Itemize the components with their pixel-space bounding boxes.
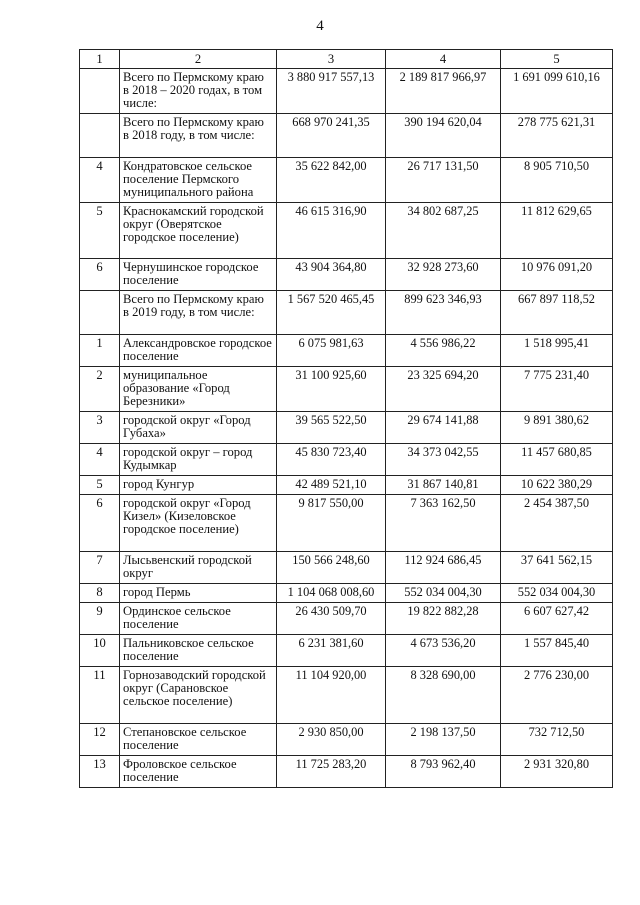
- total-amount-cell: 26 430 509,70: [277, 603, 386, 635]
- local-amount-cell: 732 712,50: [501, 724, 613, 756]
- municipality-name-cell: Горнозаводский городской округ (Сарановское сельское поселение): [120, 667, 277, 724]
- local-amount-cell: 1 518 995,41: [501, 335, 613, 367]
- table-row: [80, 367, 613, 412]
- table-row: [80, 756, 613, 788]
- total-amount-cell: 35 622 842,00: [277, 158, 386, 203]
- row-number-cell: 2: [80, 367, 120, 412]
- local-amount-cell: 2 776 230,00: [501, 667, 613, 724]
- total-amount-cell: 6 231 381,60: [277, 635, 386, 667]
- table-row: [80, 724, 613, 756]
- row-number-cell: [80, 291, 120, 335]
- table-row: [80, 495, 613, 552]
- row-number-cell: 9: [80, 603, 120, 635]
- table-row: [80, 158, 613, 203]
- row-number-cell: 6: [80, 259, 120, 291]
- header-cell-1: 1: [80, 50, 120, 69]
- municipality-name-cell: городской округ – город Кудымкар: [120, 444, 277, 476]
- row-number-cell: 5: [80, 476, 120, 495]
- header-cell-5: 5: [501, 50, 613, 69]
- table-row: [80, 114, 613, 158]
- table-row: [80, 444, 613, 476]
- municipality-name-cell: городской округ «Город Кизел» (Кизеловское городское поселение): [120, 495, 277, 552]
- header-cell-3: 3: [277, 50, 386, 69]
- row-number-cell: 3: [80, 412, 120, 444]
- local-amount-cell: 1 557 845,40: [501, 635, 613, 667]
- local-amount-cell: 11 812 629,65: [501, 203, 613, 259]
- local-amount-cell: 667 897 118,52: [501, 291, 613, 335]
- regional-amount-cell: 8 793 962,40: [386, 756, 501, 788]
- municipality-name-cell: Лысьвенский городской округ: [120, 552, 277, 584]
- table-row: [80, 69, 613, 114]
- local-amount-cell: 7 775 231,40: [501, 367, 613, 412]
- regional-amount-cell: 19 822 882,28: [386, 603, 501, 635]
- row-number-cell: 11: [80, 667, 120, 724]
- local-amount-cell: 11 457 680,85: [501, 444, 613, 476]
- total-amount-cell: 31 100 925,60: [277, 367, 386, 412]
- header-cell-2: 2: [120, 50, 277, 69]
- municipality-name-cell: городской округ «Город Губаха»: [120, 412, 277, 444]
- regional-amount-cell: 2 189 817 966,97: [386, 69, 501, 114]
- table-row: [80, 259, 613, 291]
- municipality-name-cell: Всего по Пермскому краю в 2018 – 2020 годах, в том числе:: [120, 69, 277, 114]
- funding-table: [79, 49, 613, 788]
- municipality-name-cell: Фроловское сельское поселение: [120, 756, 277, 788]
- municipality-name-cell: Краснокамский городской округ (Оверятское городское поселение): [120, 203, 277, 259]
- regional-amount-cell: 552 034 004,30: [386, 584, 501, 603]
- local-amount-cell: 2 454 387,50: [501, 495, 613, 552]
- municipality-name-cell: Кондратовское сельское поселение Пермского муниципального района: [120, 158, 277, 203]
- row-number-cell: 12: [80, 724, 120, 756]
- local-amount-cell: 6 607 627,42: [501, 603, 613, 635]
- regional-amount-cell: 32 928 273,60: [386, 259, 501, 291]
- regional-amount-cell: 23 325 694,20: [386, 367, 501, 412]
- total-amount-cell: 150 566 248,60: [277, 552, 386, 584]
- row-number-cell: [80, 69, 120, 114]
- row-number-cell: 7: [80, 552, 120, 584]
- table-row: [80, 203, 613, 259]
- row-number-cell: 5: [80, 203, 120, 259]
- total-amount-cell: 39 565 522,50: [277, 412, 386, 444]
- total-amount-cell: 11 725 283,20: [277, 756, 386, 788]
- total-amount-cell: 6 075 981,63: [277, 335, 386, 367]
- regional-amount-cell: 26 717 131,50: [386, 158, 501, 203]
- total-amount-cell: 668 970 241,35: [277, 114, 386, 158]
- total-amount-cell: 1 567 520 465,45: [277, 291, 386, 335]
- total-amount-cell: 42 489 521,10: [277, 476, 386, 495]
- total-amount-cell: 9 817 550,00: [277, 495, 386, 552]
- municipality-name-cell: Степановское сельское поселение: [120, 724, 277, 756]
- table-row: [80, 584, 613, 603]
- total-amount-cell: 3 880 917 557,13: [277, 69, 386, 114]
- total-amount-cell: 45 830 723,40: [277, 444, 386, 476]
- municipality-name-cell: Ординское сельское поселение: [120, 603, 277, 635]
- regional-amount-cell: 4 673 536,20: [386, 635, 501, 667]
- municipality-name-cell: Пальниковское сельское поселение: [120, 635, 277, 667]
- regional-amount-cell: 7 363 162,50: [386, 495, 501, 552]
- total-amount-cell: 2 930 850,00: [277, 724, 386, 756]
- row-number-cell: 13: [80, 756, 120, 788]
- municipality-name-cell: Чернушинское городское поселение: [120, 259, 277, 291]
- table-row: [80, 476, 613, 495]
- municipality-name-cell: Всего по Пермскому краю в 2018 году, в том числе:: [120, 114, 277, 158]
- municipality-name-cell: город Пермь: [120, 584, 277, 603]
- regional-amount-cell: 4 556 986,22: [386, 335, 501, 367]
- row-number-cell: 1: [80, 335, 120, 367]
- local-amount-cell: 1 691 099 610,16: [501, 69, 613, 114]
- municipality-name-cell: город Кунгур: [120, 476, 277, 495]
- regional-amount-cell: 899 623 346,93: [386, 291, 501, 335]
- regional-amount-cell: 31 867 140,81: [386, 476, 501, 495]
- local-amount-cell: 9 891 380,62: [501, 412, 613, 444]
- municipality-name-cell: муниципальное образование «Город Березники»: [120, 367, 277, 412]
- table-row: [80, 412, 613, 444]
- table-row: [80, 335, 613, 367]
- row-number-cell: 6: [80, 495, 120, 552]
- regional-amount-cell: 34 373 042,55: [386, 444, 501, 476]
- regional-amount-cell: 29 674 141,88: [386, 412, 501, 444]
- table-row: [80, 635, 613, 667]
- local-amount-cell: 278 775 621,31: [501, 114, 613, 158]
- regional-amount-cell: 8 328 690,00: [386, 667, 501, 724]
- total-amount-cell: 46 615 316,90: [277, 203, 386, 259]
- municipality-name-cell: Александровское городское поселение: [120, 335, 277, 367]
- local-amount-cell: 10 976 091,20: [501, 259, 613, 291]
- regional-amount-cell: 34 802 687,25: [386, 203, 501, 259]
- header-cell-4: 4: [386, 50, 501, 69]
- regional-amount-cell: 2 198 137,50: [386, 724, 501, 756]
- local-amount-cell: 2 931 320,80: [501, 756, 613, 788]
- row-number-cell: 4: [80, 158, 120, 203]
- row-number-cell: [80, 114, 120, 158]
- local-amount-cell: 552 034 004,30: [501, 584, 613, 603]
- regional-amount-cell: 112 924 686,45: [386, 552, 501, 584]
- page-number: 4: [316, 18, 324, 34]
- row-number-cell: 4: [80, 444, 120, 476]
- table-row: [80, 667, 613, 724]
- local-amount-cell: 10 622 380,29: [501, 476, 613, 495]
- regional-amount-cell: 390 194 620,04: [386, 114, 501, 158]
- table-row: [80, 552, 613, 584]
- local-amount-cell: 8 905 710,50: [501, 158, 613, 203]
- total-amount-cell: 43 904 364,80: [277, 259, 386, 291]
- row-number-cell: 10: [80, 635, 120, 667]
- total-amount-cell: 11 104 920,00: [277, 667, 386, 724]
- table-row: [80, 291, 613, 335]
- table-header-row: [80, 50, 613, 69]
- total-amount-cell: 1 104 068 008,60: [277, 584, 386, 603]
- table-row: [80, 603, 613, 635]
- municipality-name-cell: Всего по Пермскому краю в 2019 году, в том числе:: [120, 291, 277, 335]
- local-amount-cell: 37 641 562,15: [501, 552, 613, 584]
- row-number-cell: 8: [80, 584, 120, 603]
